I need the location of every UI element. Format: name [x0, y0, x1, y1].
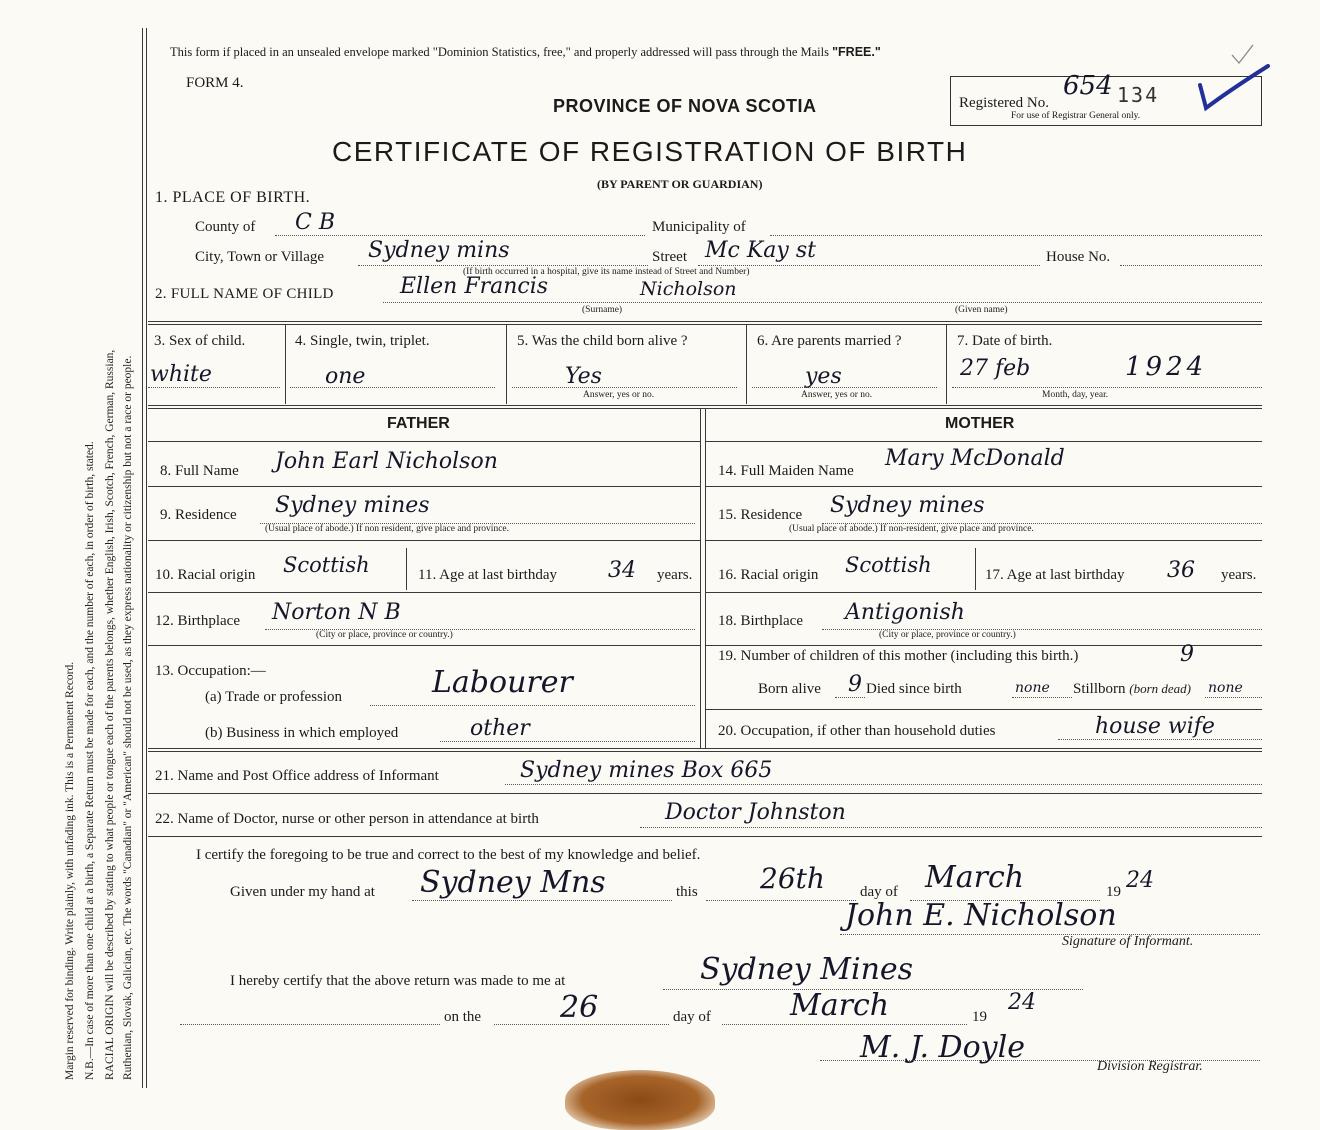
margin-rule — [142, 28, 143, 1088]
doctor-label: 22. Name of Doctor, nurse or other person in attendance at birth — [155, 811, 539, 827]
business-value: other — [470, 716, 530, 741]
single-label: 4. Single, twin, triplet. — [295, 333, 430, 349]
children-count-label: 19. Number of children of this mother (including this birth.) — [718, 648, 1079, 664]
registrar-general-note: For use of Registrar General only. — [1011, 111, 1141, 121]
died-label: Died since birth — [866, 681, 962, 697]
father-racial-value: Scottish — [283, 553, 370, 577]
father-age-unit: years. — [657, 567, 693, 583]
sex-label: 3. Sex of child. — [154, 333, 246, 349]
married-caption: Answer, yes or no. — [801, 390, 873, 400]
mother-birthplace-value: Antigonish — [845, 600, 965, 625]
stillborn-note: (born dead) — [1129, 681, 1192, 696]
province-heading: PROVINCE OF NOVA SCOTIA — [553, 96, 817, 116]
given-label: Given under my hand at — [230, 884, 375, 900]
married-label: 6. Are parents married ? — [757, 333, 902, 349]
certify-statement: I certify the foregoing to be true and correct to the best of my knowledge and belief. — [196, 847, 701, 863]
margin-rule-2 — [146, 28, 147, 1088]
mother-residence-value: Sydney mines — [830, 493, 985, 518]
married-value: yes — [805, 364, 842, 389]
this-label: this — [676, 884, 698, 900]
father-birthplace-label: 12. Birthplace — [155, 613, 240, 629]
father-age-label: 11. Age at last birthday — [418, 567, 557, 583]
certify-day: 26th — [760, 862, 825, 895]
house-label: House No. — [1046, 249, 1111, 265]
mother-heading: MOTHER — [945, 415, 1015, 432]
mother-birthplace-label: 18. Birthplace — [718, 613, 803, 629]
margin-note-1: Margin reserved for binding. Write plainly, with unfading ink. This is a Permanent Record. — [64, 661, 76, 1080]
surname-caption: (Surname) — [582, 305, 623, 315]
father-occupation-label: 13. Occupation:— — [155, 663, 266, 679]
business-label: (b) Business in which employed — [205, 725, 399, 741]
city-value: Sydney mins — [368, 238, 510, 263]
alive-label: 5. Was the child born alive ? — [517, 333, 688, 349]
alive-value: Yes — [565, 364, 602, 389]
dob-caption: Month, day, year. — [1042, 390, 1109, 400]
registered-stamp: 134 — [1117, 83, 1160, 107]
mother-age-label: 17. Age at last birthday — [985, 567, 1125, 583]
registrar-dayof-label: day of — [673, 1009, 711, 1025]
stillborn-value: none — [1208, 680, 1243, 696]
stillborn-text: Stillborn — [1073, 681, 1126, 697]
seal-stain — [565, 1070, 715, 1130]
alive-caption: Answer, yes or no. — [583, 390, 655, 400]
registrar-day: 26 — [560, 990, 599, 1025]
certificate-title: CERTIFICATE OF REGISTRATION OF BIRTH — [332, 136, 968, 167]
mail-notice — [170, 45, 881, 60]
father-age-value: 34 — [608, 558, 636, 583]
registrar-month: March — [790, 988, 890, 1023]
trade-label: (a) Trade or profession — [205, 689, 343, 705]
registrar-signature: M. J. Doyle — [860, 1030, 1025, 1065]
city-label: City, Town or Village — [195, 249, 325, 265]
born-alive-value: 9 — [848, 672, 862, 697]
mother-birthplace-caption: (City or place, province or country.) — [879, 630, 1016, 640]
mother-racial-label: 16. Racial origin — [718, 567, 819, 583]
father-heading: FATHER — [387, 415, 450, 432]
certify-month: March — [925, 860, 1025, 895]
margin-note-4: Ruthenian, Slovak, Galician, etc. The words "Canadian" or "American" should not be used, as they express nationality or citizenship but not a race or people. — [122, 355, 134, 1080]
single-value: one — [325, 364, 366, 389]
father-residence-label: 9. Residence — [160, 507, 237, 523]
given-caption: (Given name) — [955, 305, 1008, 315]
died-value: none — [1015, 680, 1050, 696]
onthe-label: on the — [444, 1009, 482, 1025]
municipality-label: Municipality of — [652, 219, 746, 235]
registered-label: Registered No. — [959, 95, 1049, 111]
informant-value: Sydney mines Box 665 — [520, 758, 773, 783]
child-given-name: Ellen Francis — [400, 274, 549, 299]
registrar-statement: I hereby certify that the above return was made to me at — [230, 973, 566, 989]
blue-tick-icon — [1190, 60, 1275, 115]
dob-label: 7. Date of birth. — [957, 333, 1053, 349]
father-birthplace-value: Norton N B — [272, 600, 401, 625]
children-count-value: 9 — [1180, 642, 1194, 667]
street-value: Mc Kay st — [705, 238, 816, 263]
informant-signature-label: Signature of Informant. — [1062, 934, 1194, 949]
child-name-label: 2. FULL NAME OF CHILD — [155, 286, 334, 302]
father-birthplace-caption: (City or place, province or country.) — [316, 630, 453, 640]
stillborn-label — [1073, 681, 1191, 698]
father-residence-value: Sydney mines — [275, 493, 430, 518]
form-number: FORM 4. — [186, 75, 244, 91]
mother-occupation-value: house wife — [1095, 714, 1215, 739]
certify-year: 24 — [1126, 868, 1154, 893]
registrar-year: 24 — [1008, 990, 1036, 1015]
registrar-signature-label: Division Registrar. — [1097, 1059, 1203, 1074]
certificate-subtitle: (BY PARENT OR GUARDIAN) — [597, 177, 763, 191]
mail-free: "FREE." — [832, 45, 881, 59]
margin-note-2: N.B.—In case of more than one child at a birth, a Separate Return must be made for each, and the number of each, in order of birth, stated. — [84, 441, 96, 1080]
dob-year: 1924 — [1125, 352, 1208, 382]
margin-note-3: RACIAL ORIGIN will be described by stating to what people or tongue each of the parents belongs, whether English, Irish, Scotch, French, German, Russian, — [104, 349, 116, 1080]
mother-name-label: 14. Full Maiden Name — [718, 463, 854, 479]
doctor-value: Doctor Johnston — [665, 800, 846, 825]
mother-racial-value: Scottish — [845, 553, 932, 577]
father-racial-label: 10. Racial origin — [155, 567, 256, 583]
registrar-year-prefix: 19 — [972, 1009, 987, 1025]
registered-number: 654 — [1063, 71, 1113, 101]
place-heading: 1. PLACE OF BIRTH. — [155, 189, 311, 206]
mail-notice-text: This form if placed in an unsealed envelope marked "Dominion Statistics, free," and properly addressed will pass through the Mails — [170, 45, 829, 59]
father-name-value: John Earl Nicholson — [275, 449, 498, 474]
born-alive-label: Born alive — [758, 681, 821, 697]
informant-signature: John E. Nicholson — [845, 898, 1117, 933]
county-value: C B — [295, 210, 335, 235]
mother-name-value: Mary McDonald — [885, 446, 1065, 471]
child-surname: Nicholson — [640, 278, 737, 300]
mother-occupation-label: 20. Occupation, if other than household duties — [718, 723, 996, 739]
hospital-note: (If birth occurred in a hospital, give its name instead of Street and Number) — [463, 267, 750, 277]
certify-dayof-label: day of — [860, 884, 898, 900]
sex-value: white — [150, 362, 212, 387]
county-label: County of — [195, 219, 256, 235]
given-place: Sydney Mns — [420, 865, 606, 900]
mother-residence-caption: (Usual place of abode.) If non-resident, give place and province. — [789, 524, 1034, 534]
dob-value: 27 feb — [960, 356, 1031, 381]
mother-age-unit: years. — [1221, 567, 1257, 583]
registrar-place: Sydney Mines — [700, 952, 914, 987]
mother-age-value: 36 — [1167, 558, 1195, 583]
certify-year-prefix: 19 — [1106, 884, 1121, 900]
street-label: Street — [652, 249, 687, 265]
mother-residence-label: 15. Residence — [718, 507, 803, 523]
informant-label: 21. Name and Post Office address of Informant — [155, 768, 439, 784]
father-residence-caption: (Usual place of abode.) If non resident, give place and province. — [265, 524, 509, 534]
trade-value: Labourer — [432, 665, 573, 700]
father-name-label: 8. Full Name — [160, 463, 239, 479]
